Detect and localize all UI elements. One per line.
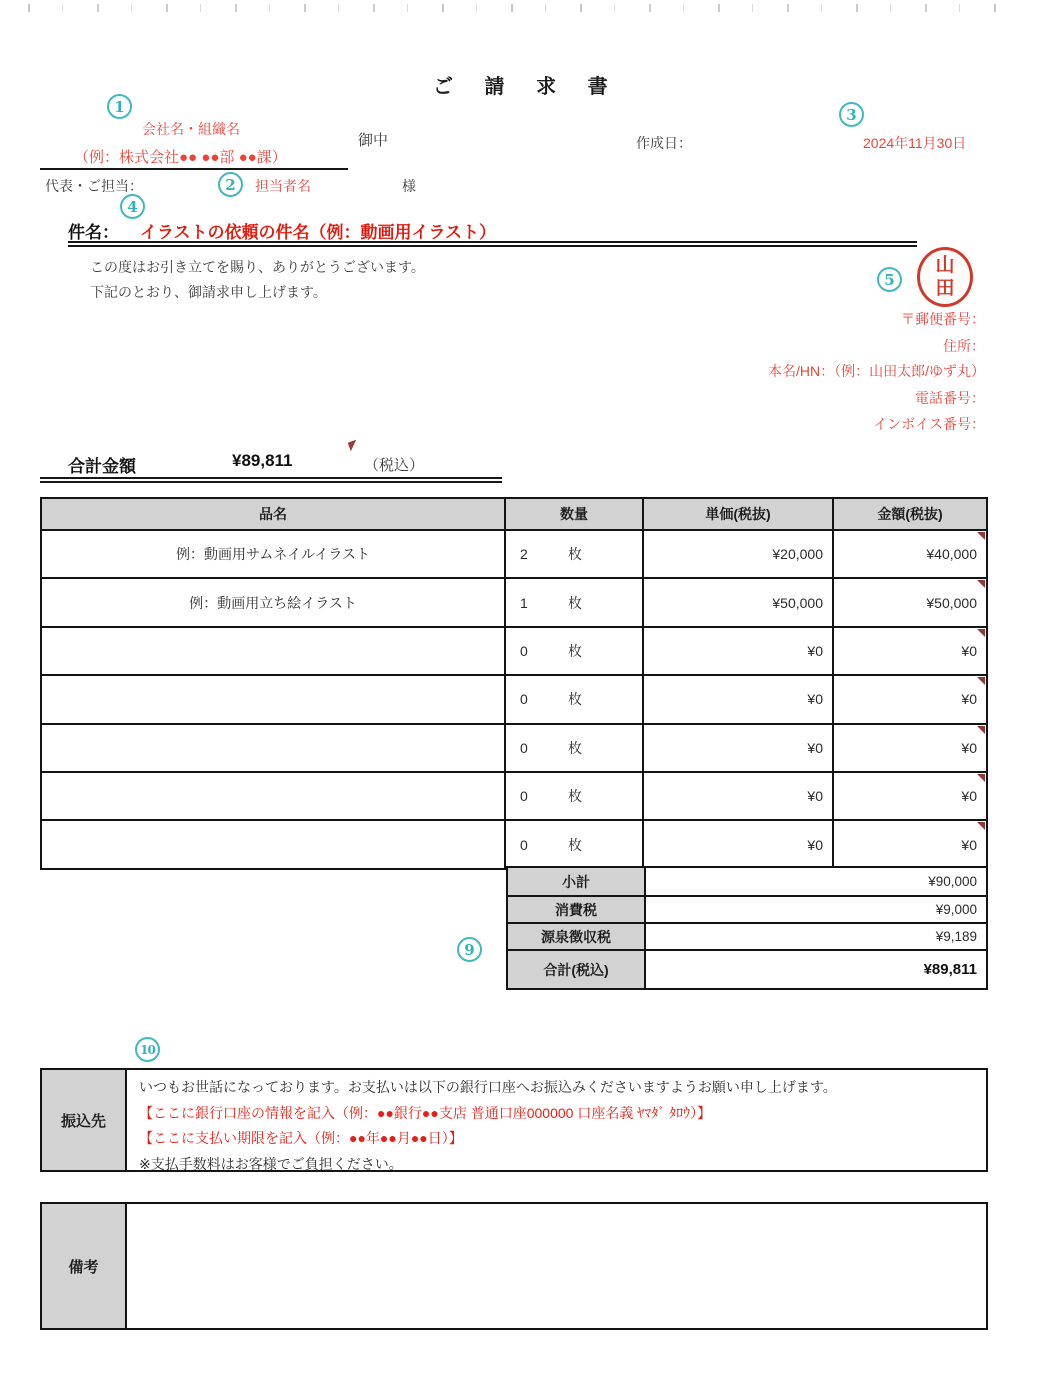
- greeting-line-2: 下記のとおり、御請求申し上げます。: [90, 284, 327, 300]
- comment-corner-icon: [977, 726, 985, 734]
- annotation-marker-4: 4: [120, 194, 145, 219]
- honorific-company: 御中: [358, 132, 389, 149]
- bank-transfer-label: 振込先: [42, 1070, 127, 1170]
- sender-phone-label: 電話番号：: [915, 390, 985, 406]
- annotation-marker-9: 9: [457, 937, 482, 962]
- greeting-line-1: この度はお引き立てを賜り、ありがとうございます。: [90, 259, 425, 275]
- remarks-content: [127, 1204, 986, 1328]
- item-qty-cell: [506, 529, 644, 577]
- total-tax-note: （税込）: [364, 457, 425, 474]
- total-double-underline: [40, 477, 502, 483]
- company-name-example: （例：株式会社●● ●●部 ●●課）: [74, 149, 287, 166]
- item-qty-cell: [506, 723, 644, 771]
- item-amount-cell: [834, 674, 986, 722]
- item-unit-price-cell: ¥0: [644, 723, 834, 771]
- summary-row-total: [508, 949, 986, 988]
- comment-corner-icon: [977, 532, 985, 540]
- contact-label: 代表・ご担当：: [45, 178, 143, 194]
- table-row: [42, 723, 986, 771]
- company-name-placeholder: 会社名・組織名: [142, 121, 240, 137]
- item-unit-price-cell: ¥20,000: [644, 529, 834, 577]
- items-table: [40, 497, 988, 870]
- grand-total-label: 合計(税込): [508, 951, 646, 988]
- summary-row-subtotal: [508, 868, 986, 895]
- item-name-cell: [42, 819, 506, 867]
- total-amount-label: 合計金額: [68, 457, 136, 476]
- summary-row-withholding: [508, 922, 986, 949]
- item-qty-cell: [506, 577, 644, 625]
- company-underline: [40, 168, 348, 170]
- amount-value: ¥40,000: [926, 546, 977, 563]
- item-amount-cell: [834, 577, 986, 625]
- table-row: [42, 674, 986, 722]
- comment-corner-icon: [977, 774, 985, 782]
- table-row: [42, 626, 986, 674]
- stamp-char-bottom: 田: [935, 278, 955, 299]
- bank-line-3: 【ここに支払い期限を記入（例：●●年●●月●●日）】: [139, 1130, 463, 1146]
- amount-value: ¥0: [961, 836, 977, 853]
- table-row: [42, 529, 986, 577]
- tax-label: 消費税: [508, 897, 646, 922]
- withholding-value: ¥9,189: [935, 929, 977, 944]
- header-unit-price: 単価(税抜): [644, 499, 834, 529]
- summary-row-tax: [508, 895, 986, 922]
- item-unit-price-cell: ¥0: [644, 626, 834, 674]
- top-edge-artifacts: [28, 4, 1028, 12]
- qty-value: 0: [520, 739, 528, 756]
- qty-value: 0: [520, 836, 528, 853]
- bank-line-2: 【ここに銀行口座の情報を記入（例：●●銀行●●支店 普通口座000000 口座名義 ﾔﾏﾀﾞ ﾀﾛｳ）】: [139, 1104, 712, 1121]
- qty-value: 2: [520, 546, 528, 563]
- qty-value: 1: [520, 594, 528, 611]
- item-unit-price-cell: ¥0: [644, 674, 834, 722]
- annotation-marker-10: 10: [135, 1037, 160, 1062]
- item-amount-cell: [834, 723, 986, 771]
- qty-unit: 枚: [568, 546, 582, 563]
- annotation-marker-5: 5: [877, 267, 902, 292]
- comment-corner-icon: [977, 677, 985, 685]
- table-row: [42, 771, 986, 819]
- bank-transfer-box: [40, 1068, 988, 1172]
- creation-date-label: 作成日：: [636, 135, 692, 151]
- sender-address-label: 住所：: [943, 338, 985, 354]
- sender-invoice-number-label: インボイス番号：: [873, 416, 985, 432]
- sender-name-label: 本名/HN：（例：山田太郎/ゆず丸）: [768, 363, 985, 379]
- amount-value: ¥0: [961, 739, 977, 756]
- subject-label: 件名：: [68, 223, 119, 242]
- annotation-marker-1: 1: [107, 94, 132, 119]
- amount-value: ¥0: [961, 691, 977, 708]
- stamp-char-top: 山: [935, 255, 955, 276]
- item-name-cell: 例：動画用立ち絵イラスト: [42, 577, 506, 625]
- subject-double-underline: [68, 241, 917, 247]
- bank-transfer-content: [127, 1070, 986, 1170]
- item-name-cell: [42, 626, 506, 674]
- honorific-person: 様: [402, 178, 416, 194]
- item-unit-price-cell: ¥0: [644, 819, 834, 867]
- subject-value: イラストの依頼の件名（例：動画用イラスト）: [140, 223, 496, 242]
- tax-value: ¥9,000: [935, 902, 977, 917]
- grand-total-value: ¥89,811: [923, 961, 977, 978]
- amount-value: ¥50,000: [926, 594, 977, 611]
- subtotal-value: ¥90,000: [928, 874, 977, 889]
- item-amount-cell: [834, 819, 986, 867]
- qty-unit: 枚: [568, 739, 582, 756]
- total-amount-value: ¥89,811: [232, 451, 293, 470]
- bank-line-4: ※支払手数料はお客様でご負担ください。: [139, 1155, 403, 1172]
- item-qty-cell: [506, 771, 644, 819]
- qty-unit: 枚: [568, 691, 582, 708]
- item-name-cell: [42, 771, 506, 819]
- qty-value: 0: [520, 788, 528, 805]
- subtotal-label: 小計: [508, 868, 646, 895]
- annotation-marker-2: 2: [218, 172, 243, 197]
- comment-arrow-icon: [348, 440, 360, 452]
- item-unit-price-cell: ¥50,000: [644, 577, 834, 625]
- comment-corner-icon: [977, 629, 985, 637]
- header-quantity: 数量: [506, 499, 644, 529]
- item-qty-cell: [506, 674, 644, 722]
- summary-table: [506, 866, 988, 990]
- table-row: [42, 577, 986, 625]
- hanko-stamp-icon: [917, 247, 973, 307]
- table-row: [42, 819, 986, 867]
- item-amount-cell: [834, 626, 986, 674]
- qty-unit: 枚: [568, 642, 582, 659]
- item-name-cell: 例：動画用サムネイルイラスト: [42, 529, 506, 577]
- header-item-name: 品名: [42, 499, 506, 529]
- item-name-cell: [42, 674, 506, 722]
- remarks-label: 備考: [42, 1204, 127, 1328]
- creation-date-value: 2024年11月30日: [863, 135, 967, 151]
- qty-value: 0: [520, 642, 528, 659]
- amount-value: ¥0: [961, 788, 977, 805]
- item-qty-cell: [506, 819, 644, 867]
- qty-unit: 枚: [568, 788, 582, 805]
- item-amount-cell: [834, 771, 986, 819]
- annotation-marker-3: 3: [839, 102, 864, 127]
- remarks-box: [40, 1202, 988, 1330]
- item-qty-cell: [506, 626, 644, 674]
- sender-postal-label: 〒郵便番号：: [901, 311, 985, 327]
- page-title: ご 請 求 書: [433, 76, 621, 98]
- item-amount-cell: [834, 529, 986, 577]
- bank-line-1: いつもお世話になっております。お支払いは以下の銀行口座へお振込みくださいますようお願い申し上げます。: [139, 1079, 837, 1095]
- items-table-header-row: [42, 499, 986, 529]
- item-name-cell: [42, 723, 506, 771]
- contact-placeholder: 担当者名: [255, 178, 311, 194]
- comment-corner-icon: [977, 580, 985, 588]
- qty-unit: 枚: [568, 594, 582, 611]
- withholding-label: 源泉徴収税: [508, 924, 646, 949]
- qty-value: 0: [520, 691, 528, 708]
- comment-corner-icon: [977, 822, 985, 830]
- amount-value: ¥0: [961, 642, 977, 659]
- qty-unit: 枚: [568, 836, 582, 853]
- item-unit-price-cell: ¥0: [644, 771, 834, 819]
- header-amount: 金額(税抜): [877, 506, 943, 522]
